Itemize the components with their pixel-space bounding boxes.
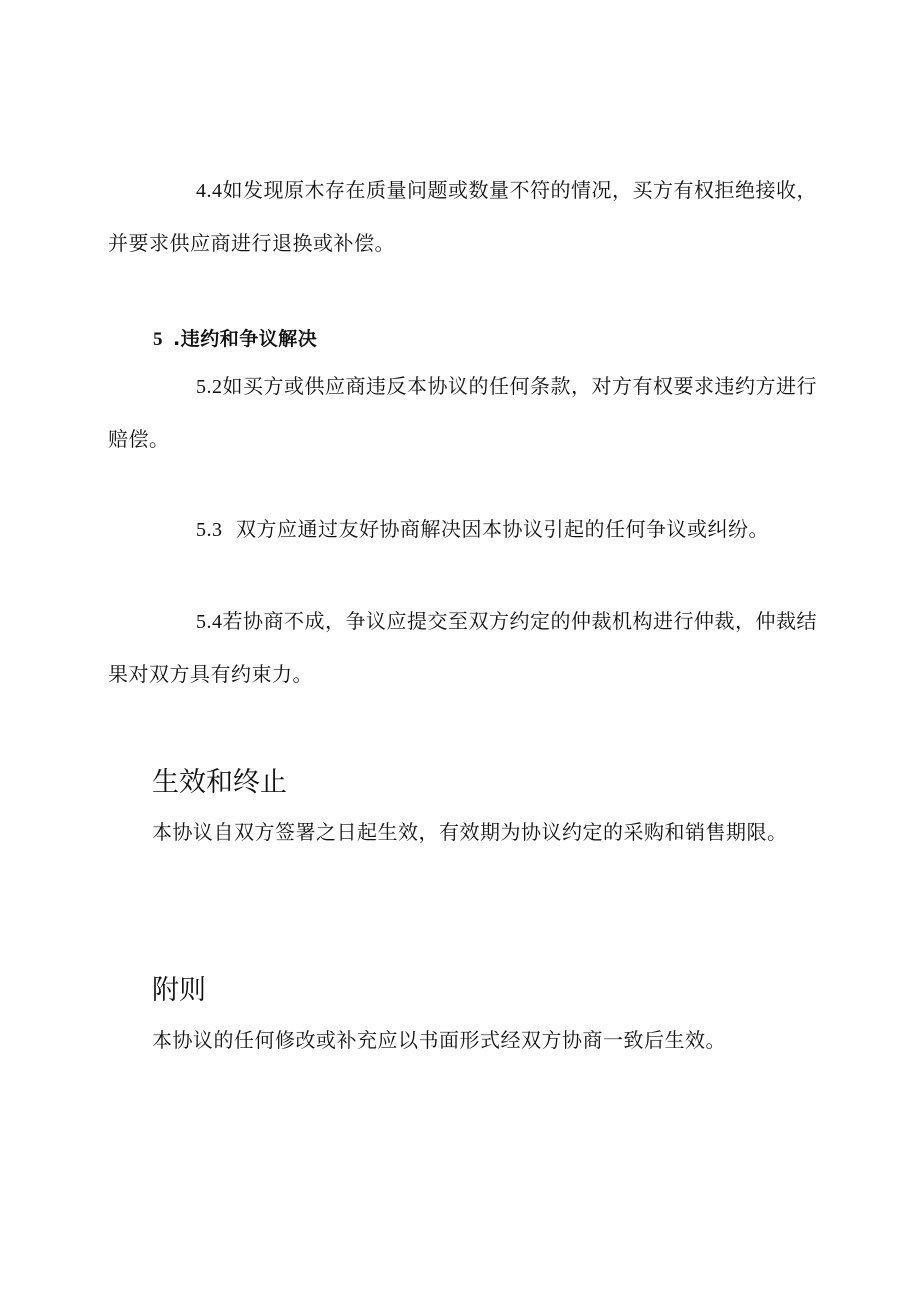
appendix-heading: 附则: [152, 975, 206, 1006]
clause-text: 若协商不成，争议应提交至双方约定的仲裁机构进行仲裁，仲裁结果对双方具有约束力。: [108, 609, 817, 686]
clause-number: 5.2: [196, 376, 223, 398]
appendix-paragraph: 本协议的任何修改或补充应以书面形式经双方协商一致后生效。: [152, 1028, 726, 1052]
clause-number: 5.3: [196, 519, 223, 541]
clause-text: 双方应通过友好协商解决因本协议引起的任何争议或纠纷。: [236, 517, 769, 541]
clause-5-3: [108, 503, 828, 556]
clause-text: 如发现原木存在质量问题或数量不符的情况，买方有权拒绝接收，并要求供应商进行退换或补偿。: [108, 178, 817, 255]
clause-number: 5.4: [196, 611, 223, 633]
clause-5-2: [108, 360, 828, 465]
section-title: .违约和争议解决: [173, 328, 318, 350]
clause-number: 4.4: [196, 180, 223, 202]
clause-text: 如买方或供应商违反本协议的任何条款，对方有权要求违约方进行赔偿。: [108, 374, 817, 451]
effect-paragraph: 本协议自双方签署之日起生效，有效期为协议约定的采购和销售期限。: [152, 820, 788, 844]
section-number: 5: [153, 329, 163, 350]
clause-4-4: [108, 164, 828, 269]
section-5-heading: [153, 324, 317, 351]
clause-5-4: [108, 595, 828, 700]
effect-heading: 生效和终止: [152, 767, 287, 798]
